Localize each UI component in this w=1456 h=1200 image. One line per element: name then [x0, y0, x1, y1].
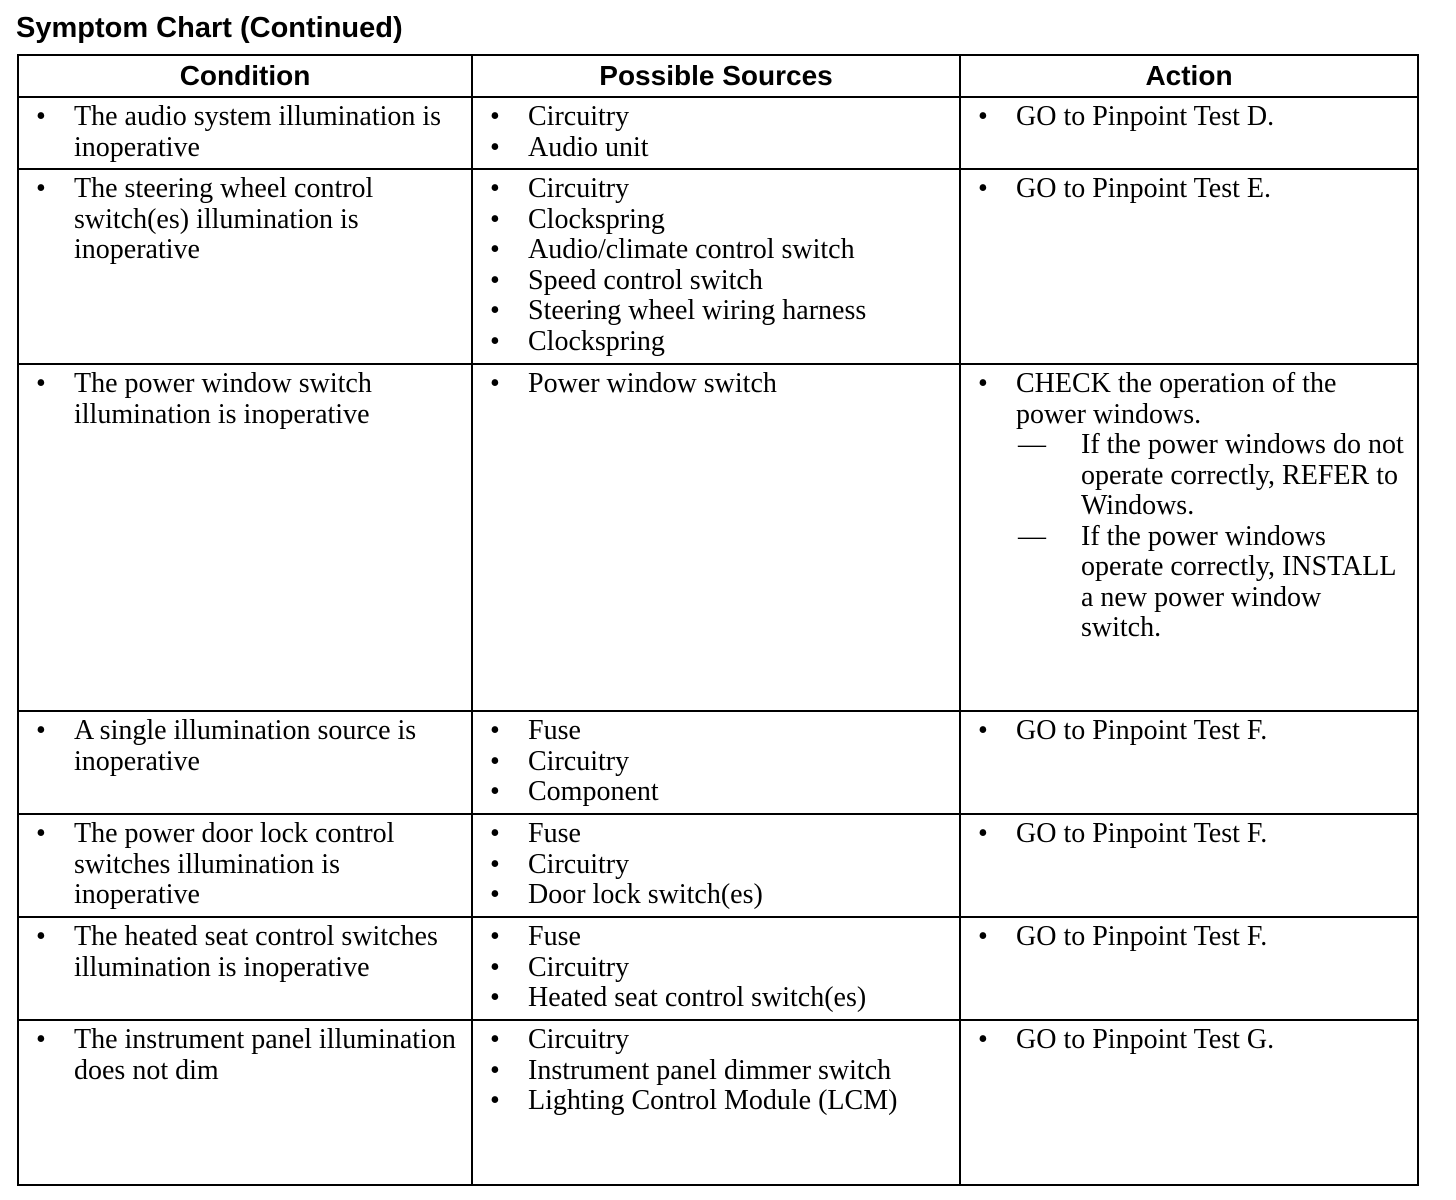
- source-item: • Circuitry: [483, 953, 949, 984]
- table-row: [18, 711, 1418, 814]
- table-row: [18, 814, 1418, 917]
- condition-cell: [18, 814, 472, 917]
- condition-cell: [18, 917, 472, 1020]
- source-item: • Fuse: [483, 716, 949, 747]
- page-title: Symptom Chart (Continued): [16, 12, 403, 44]
- source-item: • Circuitry: [483, 102, 949, 133]
- table-row: [18, 1020, 1418, 1185]
- condition-text: • The heated seat control switches illumination is inoperative: [29, 922, 461, 983]
- source-item: • Heated seat control switch(es): [483, 983, 949, 1014]
- condition-text: • A single illumination source is inoperative: [29, 716, 461, 777]
- condition-cell: [18, 1020, 472, 1185]
- source-item: • Component: [483, 777, 949, 808]
- table-row: [18, 364, 1418, 711]
- condition-text: • The instrument panel illumination does not dim: [29, 1025, 461, 1086]
- header-possible-sources: Possible Sources: [472, 55, 960, 97]
- source-item: • Clockspring: [483, 205, 949, 236]
- condition-text: • The audio system illumination is inoperative: [29, 102, 461, 163]
- source-item: • Speed control switch: [483, 266, 949, 297]
- source-item: • Fuse: [483, 922, 949, 953]
- source-item: • Instrument panel dimmer switch: [483, 1056, 949, 1087]
- source-item: • Audio/climate control switch: [483, 235, 949, 266]
- action-item: [971, 369, 1407, 644]
- sources-cell: [472, 97, 960, 169]
- source-item: • Audio unit: [483, 133, 949, 164]
- source-item: • Door lock switch(es): [483, 880, 949, 911]
- source-item: • Steering wheel wiring harness: [483, 296, 949, 327]
- table-row: [18, 917, 1418, 1020]
- condition-text: • The power window switch illumination is inoperative: [29, 369, 461, 430]
- sub-action-item: — If the power windows do not operate correctly, REFER to Windows.: [1016, 430, 1407, 522]
- sources-cell: [472, 814, 960, 917]
- action-text: • GO to Pinpoint Test F.: [971, 922, 1407, 953]
- header-row: [18, 55, 1418, 97]
- header-condition: Condition: [18, 55, 472, 97]
- header-action: Action: [960, 55, 1418, 97]
- source-item: • Circuitry: [483, 850, 949, 881]
- sources-cell: [472, 917, 960, 1020]
- source-item: • Clockspring: [483, 327, 949, 358]
- action-text: • GO to Pinpoint Test D.: [971, 102, 1407, 133]
- action-cell: [960, 169, 1418, 364]
- condition-text: • The steering wheel control switch(es) illumination is inoperative: [29, 174, 461, 266]
- condition-cell: [18, 711, 472, 814]
- sources-cell: [472, 711, 960, 814]
- action-cell: [960, 1020, 1418, 1185]
- source-item: • Circuitry: [483, 174, 949, 205]
- source-item: • Circuitry: [483, 747, 949, 778]
- condition-cell: [18, 364, 472, 711]
- condition-cell: [18, 97, 472, 169]
- condition-cell: [18, 169, 472, 364]
- sources-cell: [472, 1020, 960, 1185]
- symptom-chart-table: [17, 54, 1419, 1186]
- source-item: • Circuitry: [483, 1025, 949, 1056]
- action-text: • GO to Pinpoint Test F.: [971, 716, 1407, 747]
- action-cell: [960, 814, 1418, 917]
- condition-text: • The power door lock control switches illumination is inoperative: [29, 819, 461, 911]
- action-text: • GO to Pinpoint Test E.: [971, 174, 1407, 205]
- action-cell: [960, 97, 1418, 169]
- source-item: • Fuse: [483, 819, 949, 850]
- action-cell: [960, 364, 1418, 711]
- action-text: • GO to Pinpoint Test F.: [971, 819, 1407, 850]
- action-text: • GO to Pinpoint Test G.: [971, 1025, 1407, 1056]
- action-text: CHECK the operation of the power windows.: [1016, 368, 1337, 430]
- sub-action-item: — If the power windows operate correctly, INSTALL a new power window switch.: [1016, 522, 1407, 644]
- action-cell: [960, 711, 1418, 814]
- source-item: • Lighting Control Module (LCM): [483, 1086, 949, 1117]
- sources-cell: [472, 364, 960, 711]
- table-row: [18, 169, 1418, 364]
- source-item: • Power window switch: [483, 369, 949, 400]
- sources-cell: [472, 169, 960, 364]
- action-cell: [960, 917, 1418, 1020]
- table-row: [18, 97, 1418, 169]
